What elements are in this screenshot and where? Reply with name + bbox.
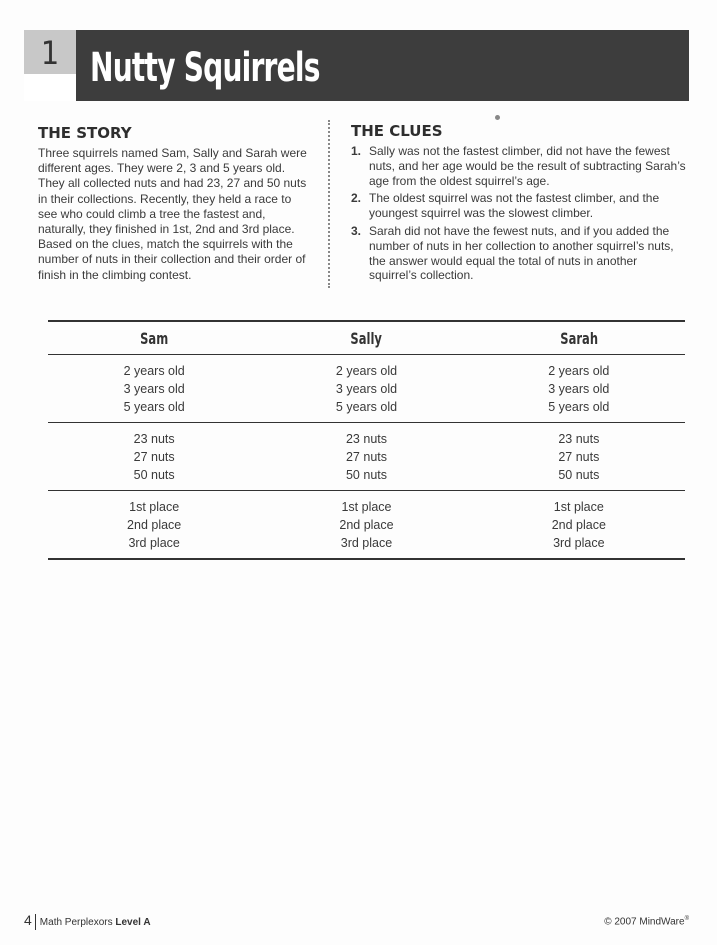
grid-header-row: [48, 322, 685, 354]
puzzle-number: 1: [24, 30, 76, 74]
nuts-option: 50 nuts: [133, 468, 175, 482]
nuts-option: 50 nuts: [558, 468, 600, 482]
sally-nuts: [260, 430, 472, 484]
header-sam: Sam: [140, 328, 169, 348]
age-option: 2 years old: [123, 364, 185, 378]
age-option: 3 years old: [335, 382, 398, 396]
age-option: 3 years old: [123, 382, 185, 396]
nuts-option: 23 nuts: [345, 432, 387, 446]
sam-places: [48, 498, 260, 552]
sarah-ages: [473, 362, 685, 416]
sarah-nuts: [473, 430, 685, 484]
clue-item: [351, 224, 686, 283]
age-option: 5 years old: [123, 400, 185, 414]
place-option: 2nd place: [339, 518, 394, 532]
place-option: 3rd place: [340, 536, 393, 550]
footer-bar: [35, 914, 36, 930]
place-option: 1st place: [341, 500, 392, 514]
clues-heading: THE CLUES: [351, 122, 443, 140]
age-option: 2 years old: [548, 364, 610, 378]
place-option: 3rd place: [553, 536, 605, 550]
sam-ages: [48, 362, 260, 416]
age-option: 2 years old: [335, 364, 398, 378]
clue-item: [351, 144, 686, 188]
speck: [495, 115, 500, 120]
place-option: 2nd place: [127, 518, 182, 532]
title-banner: [24, 30, 689, 101]
answer-grid: [48, 320, 685, 560]
footer-left: [24, 912, 151, 930]
age-option: 5 years old: [335, 400, 398, 414]
sam-nuts: [48, 430, 260, 484]
clues-section: [351, 122, 686, 286]
nuts-option: 50 nuts: [345, 468, 387, 482]
copyright-text: © 2007 MindWare: [604, 916, 685, 928]
nuts-option: 27 nuts: [345, 450, 387, 464]
places-section: [48, 491, 685, 558]
story-section: [38, 124, 313, 283]
registered-mark: ®: [684, 916, 689, 922]
grid-bottom-rule: [48, 558, 685, 560]
footer-copyright: [604, 916, 689, 927]
sally-places: [260, 498, 472, 552]
nuts-section: [48, 423, 685, 490]
story-text: Three squirrels named Sam, Sally and Sarah were different ages. They were 2, 3 and 5 years old. They all collected nuts and had 23, 27 and 50 nuts in their collections. Recently, they held a race to see who could climb a tree the fastest and, naturally, they finished in 1st, 2nd and 3rd place. Based on the clues, match the squirrels with the number of nuts in their collection and their order of finish in the climbing contest.: [38, 146, 307, 282]
clue-number: 1.: [351, 144, 362, 158]
place-option: 1st place: [129, 500, 180, 514]
column-divider: [328, 120, 330, 288]
clue-text: Sally was not the fastest climber, did not have the fewest nuts, and her age would be the result of subtracting Sarah’s age from the oldest squirrel’s age.: [369, 144, 686, 188]
header-sally: Sally: [350, 328, 383, 348]
age-option: 3 years old: [548, 382, 610, 396]
book-level: Level A: [115, 917, 151, 928]
nuts-option: 23 nuts: [558, 432, 600, 446]
banner-number-tab: [24, 74, 76, 101]
clue-text: Sarah did not have the fewest nuts, and if you added the number of nuts in her collection to another squirrel’s nuts, the answer would equal the total of nuts in another squirrel’s collection.: [369, 223, 674, 283]
place-option: 2nd place: [551, 518, 606, 532]
nuts-option: 27 nuts: [558, 450, 600, 464]
age-option: 5 years old: [548, 400, 610, 414]
clue-number: 3.: [351, 223, 362, 238]
clue-number: 2.: [351, 191, 362, 206]
page-number: 4: [24, 912, 32, 928]
sarah-places: [473, 498, 685, 552]
ages-section: [48, 355, 685, 422]
place-option: 1st place: [553, 500, 604, 514]
puzzle-title: Nutty Squirrels: [90, 45, 320, 91]
clue-text: The oldest squirrel was not the fastest climber, and the youngest squirrel was the slowest climber.: [369, 191, 660, 221]
nuts-option: 23 nuts: [133, 432, 175, 446]
book-title: Math Perplexors: [39, 917, 113, 928]
sally-ages: [260, 362, 472, 416]
nuts-option: 27 nuts: [133, 450, 175, 464]
clue-item: [351, 191, 686, 221]
header-sarah: Sarah: [559, 328, 598, 348]
place-option: 3rd place: [128, 536, 180, 550]
clues-list: [351, 144, 686, 283]
story-heading: THE STORY: [38, 124, 132, 142]
